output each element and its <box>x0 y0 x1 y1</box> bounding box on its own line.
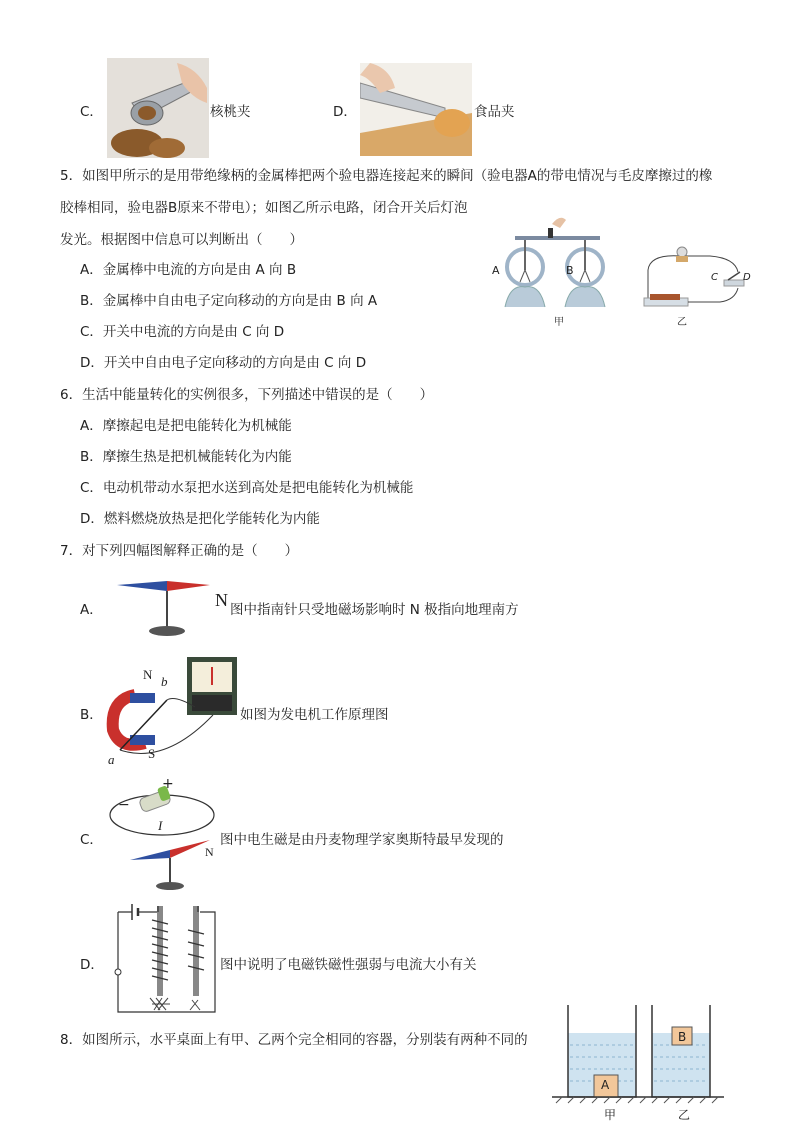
magnet-n-label: N <box>143 667 153 682</box>
wire-b-label: b <box>161 674 168 689</box>
q5-option-b[interactable]: B．金属棒中自由电子定向移动的方向是由 B 向 A <box>80 293 378 309</box>
current-i-label: I <box>158 818 163 833</box>
q7-option-a-letter[interactable]: A． <box>80 602 103 618</box>
electroscope-b-label: B <box>566 264 574 277</box>
q5-option-c[interactable]: C．开关中电流的方向是由 C 向 D <box>80 324 285 340</box>
option-c-letter: C． <box>80 104 103 120</box>
q7-option-c-letter[interactable]: C． <box>80 832 103 848</box>
q7-option-d-letter[interactable]: D． <box>80 957 104 973</box>
fig-jia-label: 甲 <box>554 317 564 328</box>
q5-option-a[interactable]: A．金属棒中电流的方向是由 A 向 B <box>80 262 297 278</box>
q5-stem-line2: 胶棒相同，验电器B原来不带电）；如图乙所示电路，闭合开关后灯泡 <box>60 200 468 216</box>
q5-stem-line1: 5．如图甲所示的是用带绝缘柄的金属棒把两个验电器连接起来的瞬间（验电器A的带电情况与毛皮摩擦过的橡 <box>60 168 713 184</box>
compass-n-label-a: N <box>215 590 228 610</box>
battery-minus-label: − <box>118 797 130 813</box>
magnet-s-label: S <box>148 746 156 761</box>
circuit-figure <box>640 242 752 310</box>
wire-a-label: a <box>108 752 115 767</box>
q8-stem: 8．如图所示，水平桌面上有甲、乙两个完全相同的容器，分别装有两种不同的 <box>60 1032 528 1048</box>
q7-option-d-text: 图中说明了电磁铁磁性强弱与电流大小有关 <box>220 957 477 973</box>
electroscope-figure <box>490 212 610 327</box>
block-a-label: A <box>601 1078 610 1092</box>
electromagnet-figure <box>110 900 220 1018</box>
option-d-label: 食品夹 <box>474 104 515 120</box>
q7-option-c-text: 图中电生磁是由丹麦物理学家奥斯特最早发现的 <box>220 832 504 848</box>
q7-option-b-text: 如图为发电机工作原理图 <box>240 707 389 723</box>
q7-option-a-text: 图中指南针只受地磁场影响时 N 极指向地理南方 <box>230 602 519 618</box>
electroscope-a-label: A <box>492 264 500 277</box>
fig-yi-label: 乙 <box>677 317 687 328</box>
q6-option-b[interactable]: B．摩擦生热是把机械能转化为内能 <box>80 449 292 465</box>
q5-stem-line3: 发光。根据图中信息可以判断出（ ） <box>60 232 303 248</box>
block-b-label: B <box>678 1030 687 1044</box>
food-tongs-photo <box>360 63 472 156</box>
q6-option-c[interactable]: C．电动机带动水泵把水送到高处是把电能转化为机械能 <box>80 480 414 496</box>
compass-n-label-c: N <box>205 845 214 859</box>
switch-c-label: C <box>711 272 718 283</box>
container-yi-label: 乙 <box>678 1108 691 1122</box>
q5-option-d[interactable]: D．开关中自由电子定向移动的方向是由 C 向 D <box>80 355 367 371</box>
q6-stem: 6．生活中能量转化的实例很多，下列描述中错误的是（ ） <box>60 387 434 403</box>
q7-stem: 7．对下列四幅图解释正确的是（ ） <box>60 543 299 559</box>
option-c-label: 核桃夹 <box>210 104 251 120</box>
walnut-cracker-photo <box>107 58 209 158</box>
compass-figure-a <box>112 575 212 640</box>
q7-option-b-letter[interactable]: B． <box>80 707 103 723</box>
q6-option-d[interactable]: D．燃料燃烧放热是把化学能转化为内能 <box>80 511 320 527</box>
containers-figure <box>552 1005 724 1105</box>
switch-d-label: D <box>743 272 751 283</box>
battery-plus-label: + <box>162 776 174 792</box>
container-jia-label: 甲 <box>604 1108 617 1122</box>
generator-figure <box>105 655 240 765</box>
q6-option-a[interactable]: A．摩擦起电是把电能转化为机械能 <box>80 418 292 434</box>
option-d-letter: D． <box>333 104 357 120</box>
